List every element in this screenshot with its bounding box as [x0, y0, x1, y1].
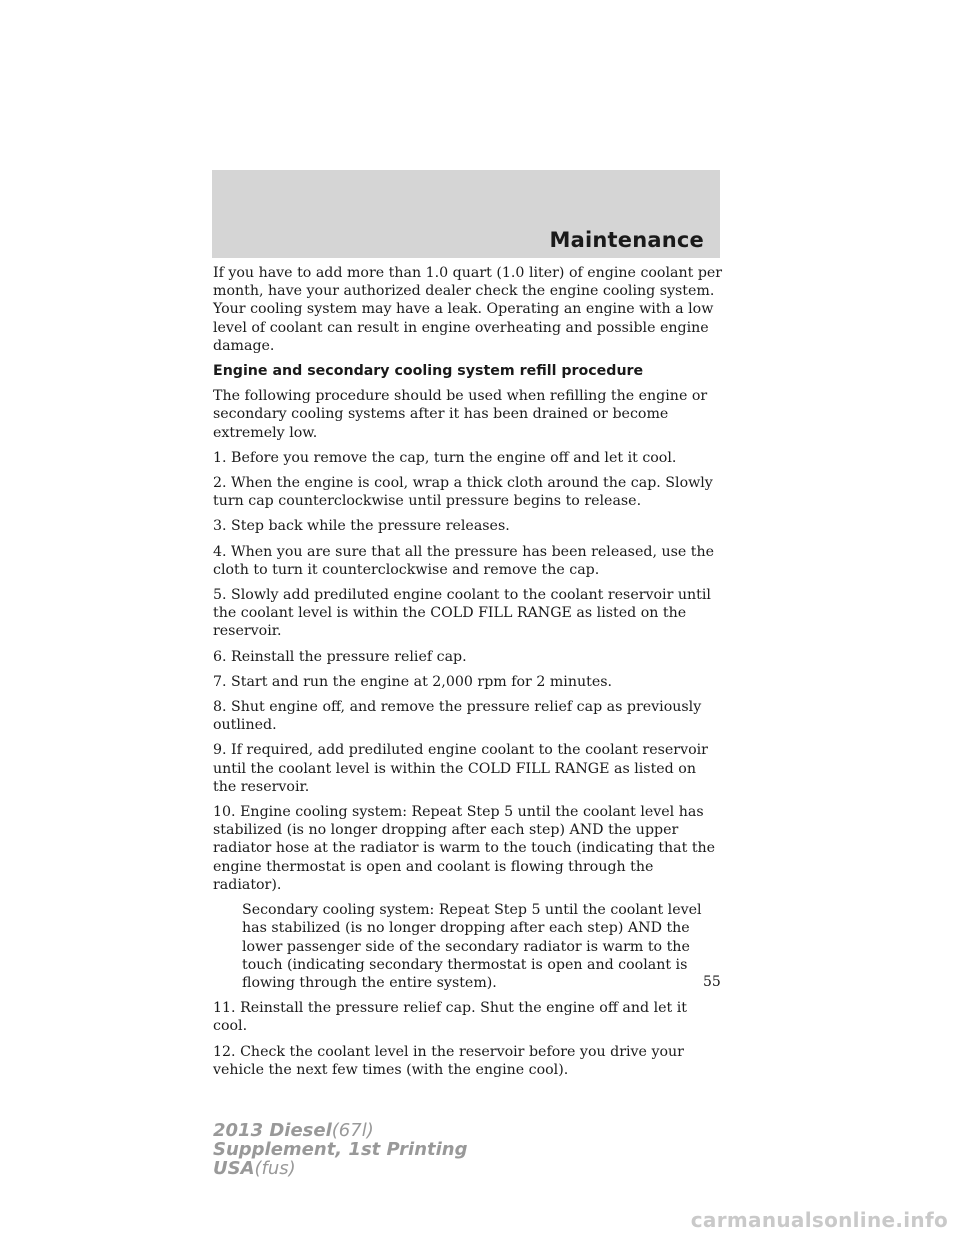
step-10: 10. Engine cooling system: Repeat Step 5 until the coolant level has stabilized (is no longer dropping after each step) AND the upper radiator hose at the radiator is warm to the touch (indicating that the engine thermostat is open and coolant is flowing through the radiator). — [213, 804, 716, 893]
page-number: 55 — [703, 974, 721, 990]
footer-line-3 — [213, 1159, 468, 1178]
step-9: 9. If required, add prediluted engine coolant to the coolant reservoir until the coolant level is within the COLD FILL RANGE as listed on the reservoir. — [213, 742, 708, 795]
procedure-heading: Engine and secondary cooling system refill procedure — [213, 363, 644, 380]
footer-line-2: Supplement, 1st Printing — [213, 1139, 468, 1160]
step-8: 8. Shut engine off, and remove the pressure relief cap as previously outlined. — [213, 699, 702, 734]
footer-model: 2013 Diesel — [213, 1120, 332, 1141]
page-content — [213, 264, 723, 1086]
section-title: Maintenance — [549, 228, 704, 252]
step-3: 3. Step back while the pressure releases. — [213, 518, 510, 535]
step-12: 12. Check the coolant level in the reservoir before you drive your vehicle the next few times (with the engine cool). — [213, 1043, 684, 1078]
footer-line-1 — [213, 1121, 468, 1140]
step-5: 5. Slowly add prediluted engine coolant to the coolant reservoir until the coolant level is within the COLD FILL RANGE as listed on the reservoir. — [213, 587, 711, 640]
footer-market: USA — [213, 1158, 255, 1179]
section-header-band — [212, 170, 720, 258]
procedure-lead: The following procedure should be used when refilling the engine or secondary cooling systems after it has been drained or become extremely low. — [213, 388, 708, 441]
step-1: 1. Before you remove the cap, turn the engine off and let it cool. — [213, 449, 677, 466]
intro-paragraph: If you have to add more than 1.0 quart (1.0 liter) of engine coolant per month, have your authorized dealer check the engine cooling system. Your cooling system may have a leak. Operating an engine with a low level of coolant can result in engine overheating and possible engine damage. — [213, 265, 723, 354]
print-footer — [213, 1121, 468, 1178]
step-6: 6. Reinstall the pressure relief cap. — [213, 648, 467, 665]
step-7: 7. Start and run the engine at 2,000 rpm for 2 minutes. — [213, 673, 613, 690]
site-watermark: carmanualsonline.info — [690, 1208, 948, 1232]
footer-market-code: (fus) — [254, 1158, 296, 1179]
footer-model-code: (67l) — [331, 1120, 374, 1141]
step-11: 11. Reinstall the pressure relief cap. Shut the engine off and let it cool. — [213, 1000, 688, 1035]
step-2: 2. When the engine is cool, wrap a thick cloth around the cap. Slowly turn cap counterclockwise until pressure begins to release. — [213, 475, 713, 510]
step-10-secondary: Secondary cooling system: Repeat Step 5 until the coolant level has stabilized (is no longer dropping after each step) AND the lower passenger side of the secondary radiator is warm to the touch (indicating secondary thermostat is open and coolant is flowing through the entire system). — [242, 902, 702, 991]
step-4: 4. When you are sure that all the pressure has been released, use the cloth to turn it counterclockwise and remove the cap. — [213, 543, 715, 578]
